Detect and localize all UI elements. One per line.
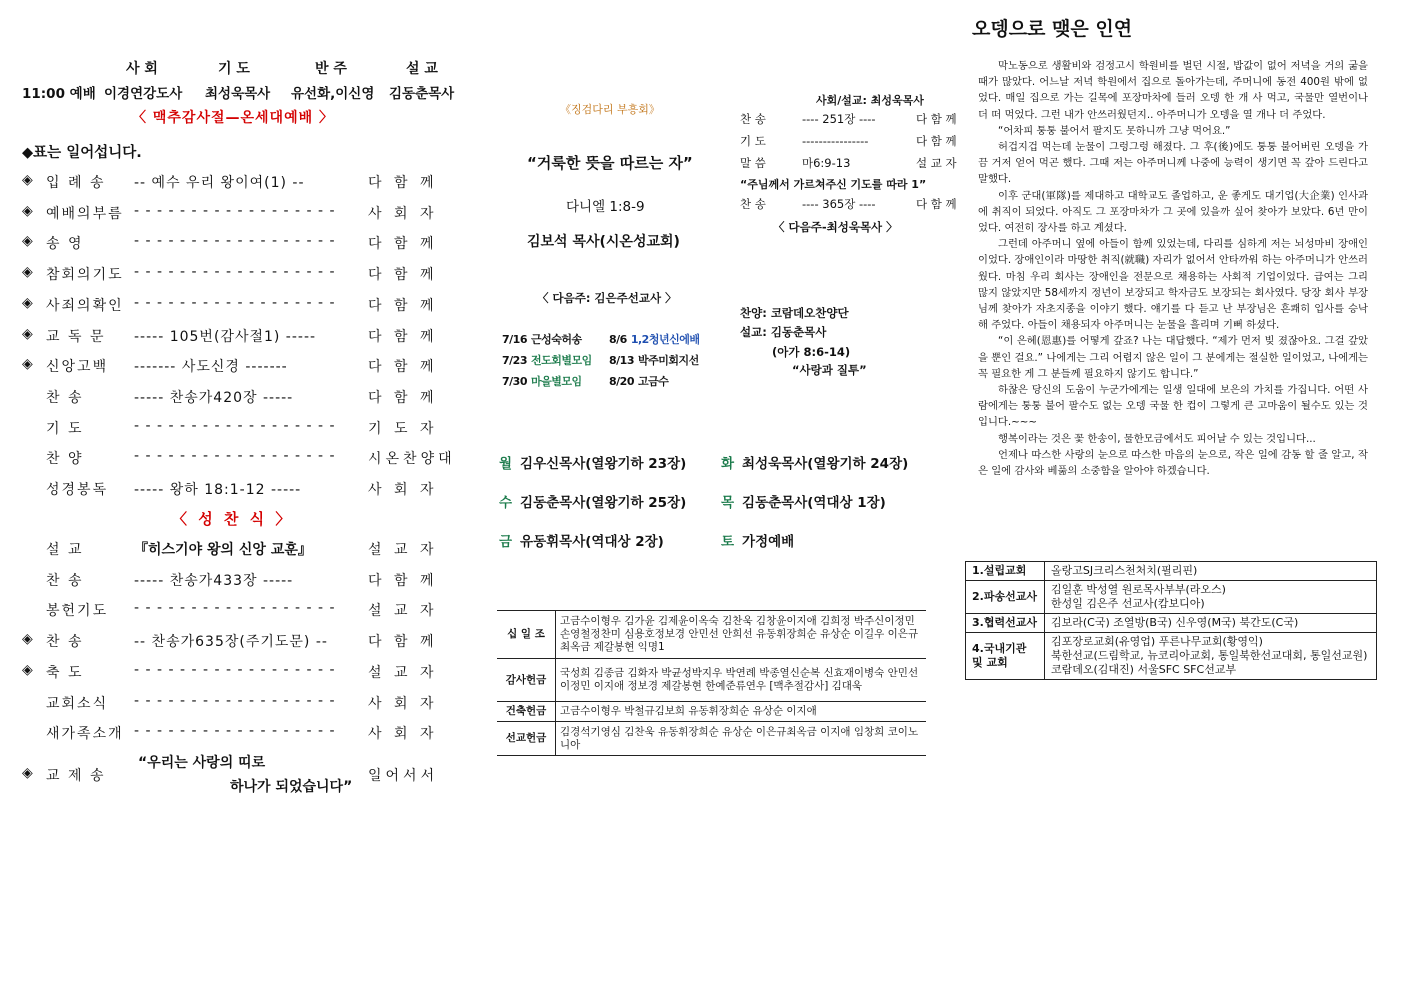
item-content: - - - - - - - - - - - - - - - - - -	[134, 692, 336, 709]
schedule-name: 전도회별모임	[530, 354, 592, 367]
host-name: 이경연강도사	[104, 86, 183, 102]
verse-label: 기 도	[740, 134, 766, 148]
essay-paragraph: “이 은혜(恩惠)를 어떻게 갚죠? 나는 대답했다. “제가 먼저 빚 졌잖아요. 그걸 갚았을 뿐인 걸요.” 나에게는 그리 어렵지 않은 일이 그 분에게는 절실한 일이었고, 나에게는 꼭 필요한 게 그 분들께 필요하지 않기도 합니다.”	[978, 335, 1368, 380]
item-role: 시온찬양대	[368, 451, 456, 468]
offering-names: 고금수이형우 박철규김보희 유동휘장희순 유상순 이지애	[556, 702, 927, 722]
day-label: 월	[499, 456, 513, 472]
schedule-item	[502, 373, 582, 389]
item-name: 새가족소개	[46, 726, 124, 743]
item-role: 일어서서	[368, 768, 439, 784]
verse-mid: ----------------	[802, 134, 869, 148]
essay-paragraph: 그런데 아주머니 옆에 아들이 함께 있었는데, 다리를 심하게 저는 뇌성마비 장애인이었다. 장애인이라 마땅한 취직(就職) 자리가 없어서 안타까워 하는 아주머니가 안쓰러웠다. 마침 우리 회사는 장애인을 전문으로 채용하는 사회적 기업이었다. 급여는 그리 많지 않았지만 58세까지 정년이 보장되고 학자금도 보장되는 회사였다. 당장 회사 부장님께 찾아가 자초지종을 이야기 했다. 얘기를 다 듣고 난 부장님은 흔쾌히 입사를 승낙해 주었다. 아들이 채용되자 아주머니는 눈물을 흘리며 기뻐 하셨다.	[978, 238, 1368, 332]
preacher-name: 김동춘목사	[389, 86, 455, 102]
accompanist-names: 유선화,이신영	[291, 86, 375, 102]
order-item	[22, 418, 458, 440]
item-name: 찬 송	[46, 634, 84, 651]
stand-marker: ◈	[22, 765, 33, 781]
essay-paragraph: 막노동으로 생활비와 검정고시 학원비를 벌던 시절, 밥값이 없어 저녁을 거의 굶을 때가 많았다. 어느날 저녁 학원에서 집으로 돌아가는데, 주머니에 동전 400원 밖에 없었다. 매일 집으로 가는 길목에 포장마차에 들러 오뎅 한 개 사 먹고, 국물만 열번이나 더 떠 먹었다. 그런 내가 안쓰러웠던지.. 아주머니가 오뎅을 열 개나 더 주었다.	[978, 60, 1368, 121]
stand-marker: ◈	[22, 356, 33, 373]
mission-entry: 김포장로교회(유영업) 푸른나무교회(황영익)	[1051, 635, 1263, 648]
stand-marker: ◈	[22, 325, 33, 342]
schedule-date: 8/20	[609, 375, 634, 388]
item-content: - - - - - - - - - - - - - - - - - -	[134, 294, 336, 311]
day-label: 목	[721, 495, 735, 511]
item-content: - - - - - - - - - - - - - - - - - -	[134, 600, 336, 617]
item-role: 사 회 자	[368, 205, 438, 222]
offering-type: 건축헌금	[497, 702, 556, 722]
item-name: 교회소식	[46, 695, 109, 712]
mission-row	[966, 562, 1377, 581]
item-role: 다 함 께	[368, 267, 438, 284]
essay-body	[978, 58, 1368, 479]
item-content: ----- 왕하 18:1-12 -----	[134, 482, 302, 498]
item-content: - - - - - - - - - - - - - - - - - -	[134, 661, 336, 678]
stand-marker: ◈	[22, 264, 33, 281]
verse-role: 다 함 께	[916, 134, 957, 148]
service-time: 11:00 예배	[22, 86, 96, 102]
role-label-accompany: 반 주	[315, 61, 347, 77]
order-item	[22, 203, 458, 225]
order-item	[22, 387, 458, 409]
verse-role: 설 교 자	[916, 156, 957, 170]
daily-item	[721, 452, 908, 472]
item-name: 신앙고백	[46, 359, 109, 376]
mission-entry: 올랑고SJ크리스천처치(필리핀)	[1051, 564, 1198, 577]
item-name: 설 교	[46, 542, 84, 558]
item-role: 다 함 께	[368, 359, 438, 376]
essay-paragraph: “어차피 퉁퉁 불어서 팔지도 못하니까 그냥 먹어요.”	[998, 124, 1231, 137]
praise-line3: (아가 8:6-14)	[772, 345, 851, 359]
item-role: 다 함 께	[368, 328, 438, 345]
essay-paragraph: 언제나 따스한 사랑의 눈으로 따스한 마음의 눈으로, 작은 일에 감동 할 줄 알고, 작은 일에 감사와 베풂의 소중함을 알아야 하겠습니다.	[978, 448, 1368, 478]
mission-row	[966, 633, 1377, 680]
mission-row	[966, 581, 1377, 614]
schedule-date: 7/30	[502, 375, 527, 388]
order-item-fellowship	[22, 755, 458, 805]
schedule-name: 1,2청년신에배	[630, 333, 700, 346]
mission-category: 2.파송선교사	[966, 581, 1045, 614]
day-leader: 김동춘목사(열왕기하 25장)	[520, 495, 687, 511]
mission-category: 3.협력선교사	[966, 614, 1045, 633]
evening-next: 〈 다음주-최성욱목사 〉	[773, 220, 898, 234]
schedule-name: 근성숙허송	[530, 333, 582, 346]
verse-label: 말 씀	[740, 156, 766, 170]
essay-paragraph: 하찮은 당신의 도움이 누군가에게는 일생 일대에 보은의 가치를 가집니다. 어떤 사람에게는 퉁퉁 불어 팔수도 없는 오뎅 국물 한 컵이 그렇게 큰 고마움이 될수도 있는 것입니다.~~~	[978, 384, 1368, 429]
order-item	[22, 295, 458, 317]
mission-entry: 김일훈 박성열 원로목사부부(라오스)	[1051, 583, 1226, 596]
order-item	[22, 600, 458, 622]
mission-entries	[1045, 581, 1377, 614]
role-label-sermon: 설 교	[406, 61, 438, 77]
essay-paragraph: 행복이라는 것은 꽃 한송이, 물한모금에서도 피어날 수 있는 것입니다...	[998, 432, 1316, 445]
item-name: 참회의기도	[46, 267, 124, 284]
item-role: 설 교 자	[368, 664, 438, 681]
item-name: 성경봉독	[46, 482, 109, 498]
schedule-item	[609, 373, 668, 389]
item-name: 사죄의확인	[46, 297, 124, 314]
revival-title: “거룩한 뜻을 따르는 자”	[527, 154, 693, 172]
day-leader: 김우신목사(열왕기하 23장)	[520, 456, 687, 472]
verse-mid: ---- 365장 ----	[802, 197, 876, 211]
item-role: 다 함 께	[368, 297, 438, 314]
sacrament-title: 〈 성 찬 식 〉	[172, 510, 294, 528]
item-role: 설 교 자	[368, 542, 438, 558]
schedule-item	[609, 352, 699, 368]
offering-names: 김경석기영심 김찬욱 유동휘장희순 유상순 이은규최옥금 이지애 임창희 코이노니아	[556, 722, 927, 756]
offering-names: 고금수이형우 김가윤 김제윤이옥숙 김찬욱 김창윤이지애 김희정 박주신이정민 손영철정찬미 심용호정보경 안민선 안희선 유동휘장희순 유상순 이길우 이은규최옥금 제갈봉현 익명1	[556, 611, 927, 659]
schedule-name: 박주미회지선	[637, 354, 699, 367]
schedule-name: 고금수	[637, 375, 669, 388]
order-item	[22, 479, 458, 501]
stand-note: ◆표는 일어섭니다.	[22, 145, 142, 161]
schedule-name: 마을별모임	[530, 375, 582, 388]
praise-line4: “사랑과 질투”	[792, 363, 867, 377]
order-item	[22, 631, 458, 653]
item-content: - - - - - - - - - - - - - - - - - -	[134, 417, 336, 434]
item-name: 입 례 송	[46, 175, 106, 191]
item-content: ----- 찬송가433장 -----	[134, 572, 294, 589]
verse-role: 다 함 께	[916, 197, 957, 211]
mission-entry: 한성일 김은주 선교사(캄보디아)	[1051, 597, 1205, 610]
item-name: 기 도	[46, 420, 84, 437]
praise-line1: 찬양: 코람데오찬양단	[740, 306, 849, 320]
item-content-line2: 하나가 되었습니다”	[230, 779, 353, 795]
prayer-name: 최성욱목사	[205, 86, 271, 102]
service-title: 〈 맥추감사절—온세대예배 〉	[132, 110, 334, 126]
evening-host: 사회/설교: 최성욱목사	[816, 94, 924, 107]
item-name: 찬 송	[46, 572, 84, 589]
item-name: 축 도	[46, 664, 84, 681]
mission-entries	[1045, 562, 1377, 581]
day-leader: 유동휘목사(역대상 2장)	[520, 534, 664, 550]
item-role: 사 회 자	[368, 482, 438, 498]
essay-paragraph: 이후 군대(軍隊)를 제대하고 대학교도 졸업하고, 운 좋게도 대기업(大企業) 인사과에 취직이 되었다. 아직도 그 포장마차가 그 곳에 있을까 싶어 찾아가 보았다. 6년 만이었다. 여전히 장사를 하고 계셨다.	[978, 189, 1368, 235]
item-content: 『히스기야 왕의 신앙 교훈』	[134, 542, 312, 558]
order-item	[22, 448, 458, 470]
praise-line2: 설교: 김동춘목사	[740, 325, 827, 339]
item-content-line1: “우리는 사랑의 띠로	[138, 755, 266, 771]
essay-paragraph: 허겁지겁 먹는데 눈물이 그렁그렁 해졌다. 그 후(後)에도 퉁퉁 불어버린 오뎅을 가끔 거저 얻어 먹곤 했다. 그때 저는 아주머니께 나중에 능력이 생기면 꼭 갚아 드린다고 말했다.	[978, 141, 1368, 186]
mission-entries	[1045, 633, 1377, 680]
revival-preacher: 김보석 목사(시온성교회)	[527, 234, 680, 250]
mission-entry: 코람데오(김대진) 서울SFC SFC선교부	[1051, 663, 1237, 676]
day-label: 토	[721, 534, 735, 550]
order-item	[22, 233, 458, 255]
schedule-item	[502, 331, 582, 347]
daily-item	[499, 491, 686, 511]
revival-scripture: 다니엘 1:8-9	[566, 199, 645, 215]
item-role: 다 함 께	[368, 175, 438, 191]
item-role: 기 도 자	[368, 420, 438, 437]
stand-marker: ◈	[22, 631, 33, 648]
daily-item	[499, 452, 686, 472]
verse-mid: 마6:9-13	[802, 156, 851, 170]
schedule-item	[609, 331, 699, 347]
item-content: ------- 사도신경 -------	[134, 359, 288, 376]
order-item	[22, 693, 458, 715]
item-content: ----- 105번(감사절1) -----	[134, 328, 317, 345]
verse-label: 찬 송	[740, 112, 766, 126]
order-item	[22, 662, 458, 684]
offering-table	[497, 610, 926, 756]
item-content: - - - - - - - - - - - - - - - - - -	[134, 202, 336, 219]
offering-row	[497, 659, 926, 702]
evening-row	[740, 111, 957, 127]
stand-marker: ◈	[22, 294, 33, 311]
worship-order	[22, 0, 458, 992]
daily-item	[721, 530, 794, 550]
item-role: 다 함 께	[368, 236, 438, 253]
verse-mid: ---- 251장 ----	[802, 112, 876, 126]
role-label-prayer: 기 도	[218, 61, 250, 77]
evening-series: “주님께서 가르쳐주신 기도를 따라 1”	[740, 178, 927, 191]
order-item	[22, 356, 458, 378]
mission-entries	[1045, 614, 1377, 633]
item-content: -- 예수 우리 왕이여(1) --	[134, 175, 305, 191]
item-name: 봉헌기도	[46, 603, 109, 620]
item-role: 다 함 께	[368, 634, 438, 651]
revival-next: 〈 다음주: 김은주선교사 〉	[537, 291, 677, 305]
order-item	[22, 539, 458, 561]
mission-category: 4.국내기관 및 교회	[966, 633, 1045, 680]
schedule-item	[502, 352, 592, 368]
mission-table	[965, 561, 1377, 680]
essay-title: 오뎅으로 맺은 인연	[972, 18, 1133, 40]
day-label: 금	[499, 534, 513, 550]
order-item	[22, 570, 458, 592]
verse-role: 다 함 께	[916, 112, 957, 126]
day-label: 수	[499, 495, 513, 511]
schedule-date: 7/16	[502, 333, 527, 346]
item-role: 다 함 께	[368, 389, 438, 406]
revival-tag: 《징검다리 부흥회》	[560, 103, 660, 116]
item-content: - - - - - - - - - - - - - - - - - -	[134, 264, 336, 281]
item-role: 설 교 자	[368, 603, 438, 620]
item-name: 찬 양	[46, 451, 84, 468]
day-label: 화	[721, 456, 735, 472]
schedule-date: 8/6	[609, 333, 627, 346]
schedule-date: 8/13	[609, 354, 634, 367]
day-leader: 가정예배	[742, 534, 795, 550]
item-name: 찬 송	[46, 389, 84, 406]
item-name: 예배의부름	[46, 205, 124, 222]
daily-item	[499, 530, 664, 550]
offering-names: 국성희 김종금 김화자 박균성박지우 박연례 박종열신순복 신효재이병숙 안민선 이정민 이지애 정보경 제갈봉현 한예준류연우 [맥추절감사] 김대욱	[556, 659, 927, 702]
item-content: - - - - - - - - - - - - - - - - - -	[134, 233, 336, 250]
offering-type: 십 일 조	[497, 611, 556, 659]
item-content: ----- 찬송가420장 -----	[134, 389, 294, 406]
mission-entry: 북한선교(드림학교, 뉴코리아교회, 통일북한선교대회, 통일선교원)	[1051, 649, 1368, 662]
item-name: 송 영	[46, 236, 84, 253]
item-role: 사 회 자	[368, 726, 438, 743]
item-content: -- 찬송가635장(주기도문) --	[134, 634, 328, 651]
mission-category: 1.설립교회	[966, 562, 1045, 581]
verse-label: 찬 송	[740, 197, 766, 211]
item-content: - - - - - - - - - - - - - - - - - -	[134, 448, 336, 465]
mission-row	[966, 614, 1377, 633]
evening-row	[740, 155, 957, 171]
role-label-host: 사 회	[126, 61, 158, 77]
evening-hymn	[740, 196, 957, 212]
item-role: 다 함 께	[368, 572, 438, 589]
evening-row	[740, 133, 957, 149]
stand-marker: ◈	[22, 172, 33, 188]
offering-row	[497, 702, 926, 722]
item-content: - - - - - - - - - - - - - - - - - -	[134, 723, 336, 740]
stand-marker: ◈	[22, 202, 33, 219]
order-item	[22, 326, 458, 348]
item-name: 교 독 문	[46, 328, 106, 345]
order-item	[22, 172, 458, 194]
day-leader: 김동춘목사(역대상 1장)	[742, 495, 886, 511]
daily-item	[721, 491, 886, 511]
item-name: 교 제 송	[46, 768, 106, 784]
order-item	[22, 723, 458, 745]
mission-entry: 김보라(C국) 조열방(B국) 신우영(M국) 북간도(C국)	[1051, 616, 1299, 629]
stand-marker: ◈	[22, 661, 33, 678]
schedule-date: 7/23	[502, 354, 527, 367]
item-role: 사 회 자	[368, 695, 438, 712]
offering-type: 감사헌금	[497, 659, 556, 702]
offering-type: 선교헌금	[497, 722, 556, 756]
order-item	[22, 264, 458, 286]
day-leader: 최성욱목사(열왕기하 24장)	[742, 456, 909, 472]
stand-marker: ◈	[22, 233, 33, 250]
offering-row	[497, 722, 926, 756]
offering-row	[497, 611, 926, 659]
